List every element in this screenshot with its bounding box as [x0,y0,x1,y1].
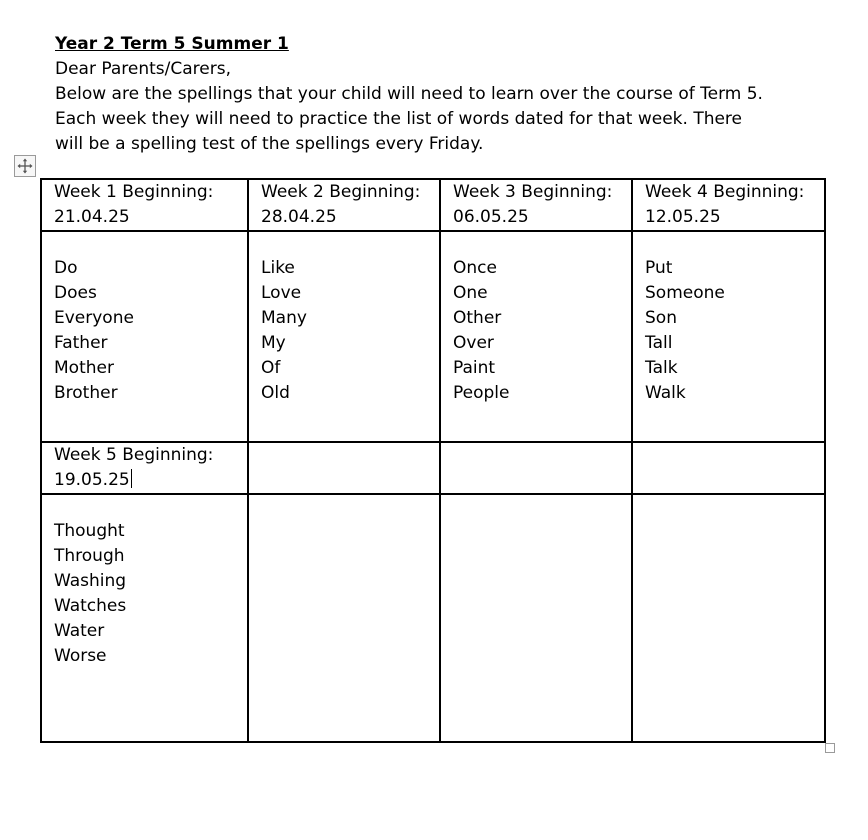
list-item: Mother [54,358,114,378]
empty-cell[interactable] [248,442,440,494]
week-2-date: 28.04.25 [261,207,337,227]
list-item: My [261,333,286,353]
empty-cell[interactable] [440,442,632,494]
week-3-date: 06.05.25 [453,207,529,227]
week-5-date-line [54,468,247,493]
week-1-words-cell[interactable] [41,231,248,442]
table-row [41,231,825,442]
week-4-header-cell[interactable] [632,179,825,231]
list-item: Talk [645,358,678,378]
week-3-label: Week 3 Beginning: [453,182,613,202]
document-title: Year 2 Term 5 Summer 1 [55,34,289,54]
list-item: Love [261,283,302,303]
intro-line-3: will be a spelling test of the spellings every Friday. [55,134,484,154]
list-item: Over [453,333,494,353]
list-item: Does [54,283,97,303]
list-item: Once [453,258,497,278]
week-5-header-cell[interactable] [41,442,248,494]
list-item: Paint [453,358,496,378]
table-resize-handle[interactable] [825,743,835,753]
week-5-label: Week 5 Beginning: [54,445,214,465]
table-row [41,179,825,231]
word-list [54,232,247,406]
list-item: People [453,383,510,403]
list-item: Thought [54,521,125,541]
list-item: Put [645,258,673,278]
list-item: Walk [645,383,686,403]
intro-line-1: Below are the spellings that your child will need to learn over the course of Term 5. [55,84,763,104]
list-item: Of [261,358,281,378]
week-4-label: Week 4 Beginning: [645,182,805,202]
list-item: Someone [645,283,725,303]
list-item: Father [54,333,108,353]
document-header [55,32,845,157]
list-item: Old [261,383,290,403]
list-item: Washing [54,571,127,591]
empty-cell[interactable] [632,494,825,742]
week-4-words-cell[interactable] [632,231,825,442]
word-list [261,232,439,406]
table-row [41,494,825,742]
move-arrows-icon [17,158,33,174]
list-item: Like [261,258,295,278]
list-item: Do [54,258,78,278]
list-item: One [453,283,488,303]
week-2-label: Week 2 Beginning: [261,182,421,202]
list-item: Everyone [54,308,134,328]
week-3-header-cell[interactable] [440,179,632,231]
week-5-date: 19.05.25 [54,470,130,490]
table-row [41,442,825,494]
greeting-line: Dear Parents/Carers, [55,59,231,79]
intro-line-2: Each week they will need to practice the list of words dated for that week. There [55,109,743,129]
week-2-words-cell[interactable] [248,231,440,442]
list-item: Watches [54,596,127,616]
week-4-date: 12.05.25 [645,207,721,227]
list-item: Worse [54,646,107,666]
table-move-handle[interactable] [14,155,36,177]
empty-cell[interactable] [248,494,440,742]
empty-cell[interactable] [440,494,632,742]
text-cursor [131,469,132,488]
week-3-words-cell[interactable] [440,231,632,442]
list-item: Brother [54,383,118,403]
word-list [453,232,631,406]
list-item: Son [645,308,677,328]
week-5-words-cell[interactable] [41,494,248,742]
week-1-header-cell[interactable] [41,179,248,231]
list-item: Tall [645,333,673,353]
week-1-label: Week 1 Beginning: [54,182,214,202]
list-item: Other [453,308,502,328]
list-item: Water [54,621,105,641]
list-item: Through [54,546,125,566]
list-item: Many [261,308,307,328]
week-1-date: 21.04.25 [54,207,130,227]
word-list [54,495,247,669]
week-2-header-cell[interactable] [248,179,440,231]
spellings-table[interactable] [40,178,826,743]
word-list [645,232,824,406]
empty-cell[interactable] [632,442,825,494]
